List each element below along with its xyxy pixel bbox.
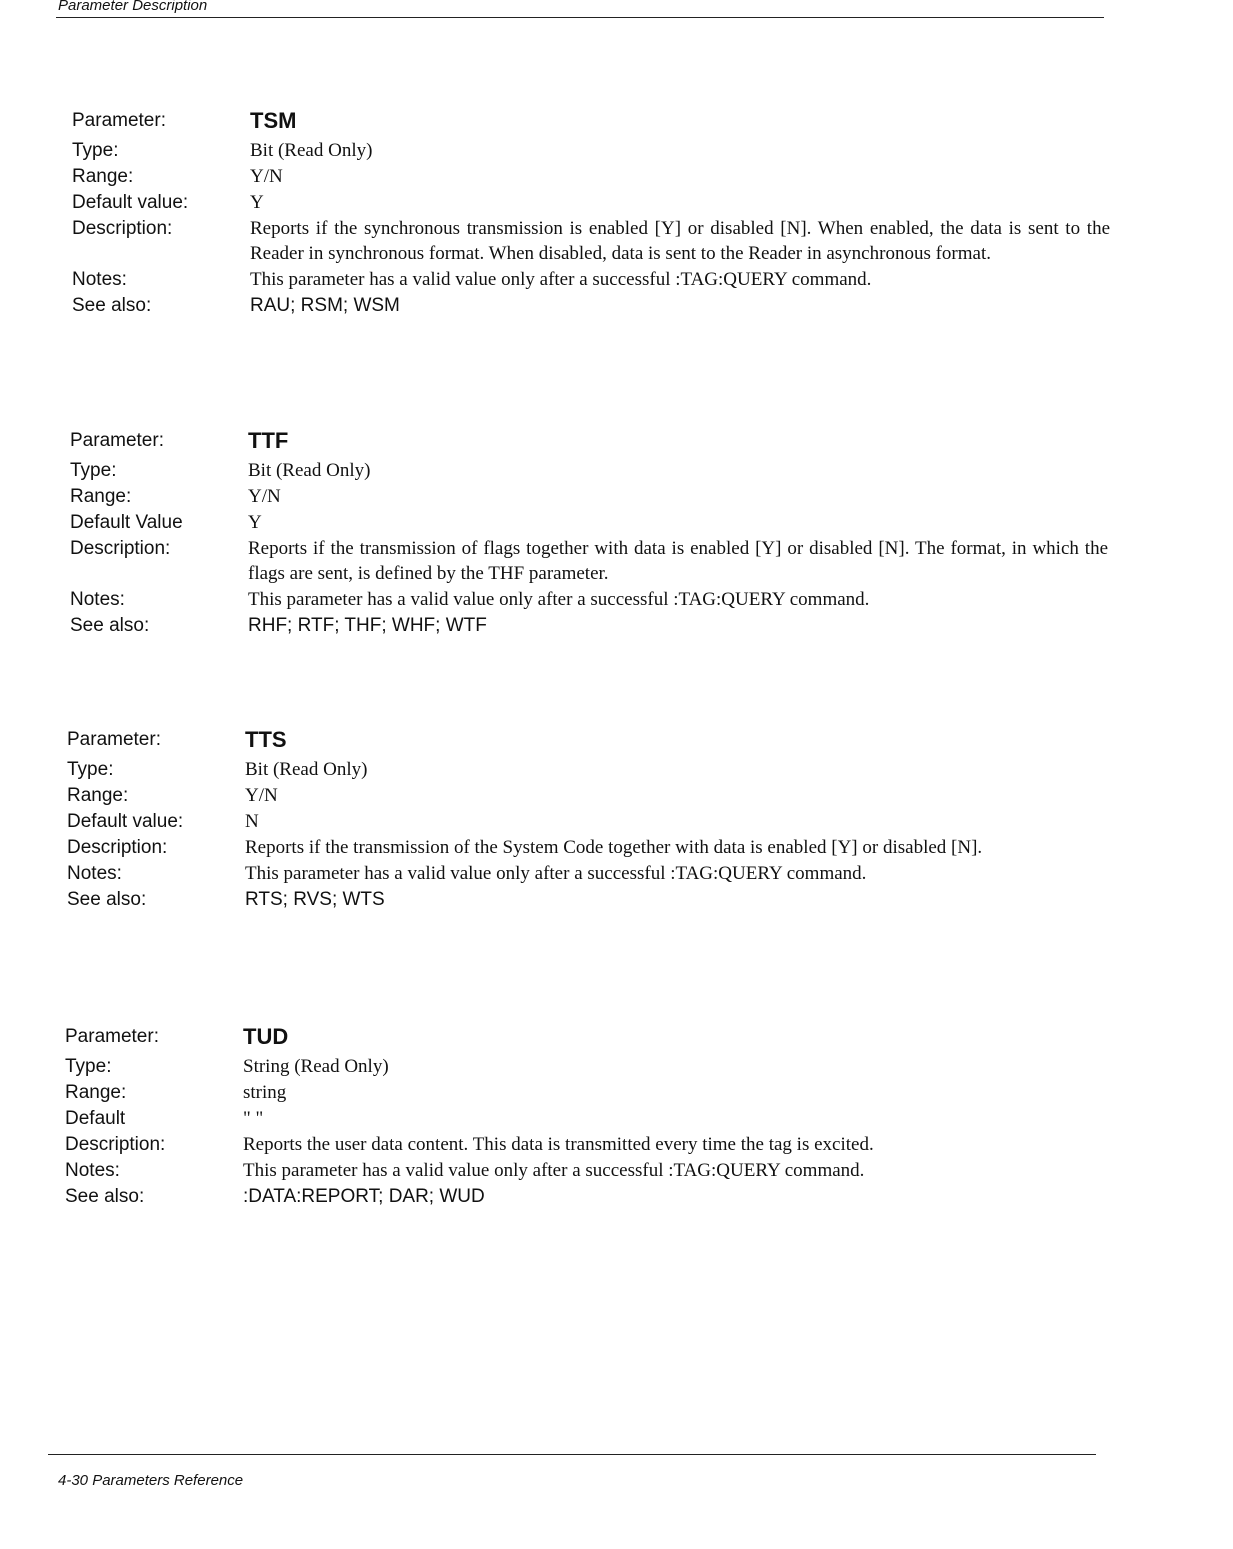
type-value: Bit (Read Only) xyxy=(248,460,371,481)
notes-value: This parameter has a valid value only after a successful :TAG:QUERY command. xyxy=(248,589,870,610)
see-also-label: See also: xyxy=(65,1186,145,1207)
see-also-value: RAU; RSM; WSM xyxy=(250,295,400,316)
notes-row xyxy=(65,1158,945,1184)
notes-value: This parameter has a valid value only after a successful :TAG:QUERY command. xyxy=(245,863,867,884)
type-row xyxy=(67,757,947,783)
description-row xyxy=(72,216,1110,266)
default-label: Default value: xyxy=(67,811,184,832)
parameter-row xyxy=(72,108,952,138)
default-row xyxy=(70,510,950,536)
type-value: Bit (Read Only) xyxy=(245,759,368,780)
see-also-row xyxy=(67,887,947,913)
parameter-entry-tsm xyxy=(72,108,1110,319)
notes-row xyxy=(67,861,947,887)
parameter-row xyxy=(67,727,947,757)
range-row xyxy=(70,484,950,510)
see-also-value: RTS; RVS; WTS xyxy=(245,889,385,910)
footer-page-label: 4-30 Parameters Reference xyxy=(58,1472,244,1489)
parameter-label: Parameter: xyxy=(70,430,164,451)
range-value: Y/N xyxy=(250,166,283,187)
page-header-title: Parameter Description xyxy=(58,0,208,14)
type-label: Type: xyxy=(72,140,119,161)
notes-value: This parameter has a valid value only after a successful :TAG:QUERY command. xyxy=(250,269,872,290)
notes-label: Notes: xyxy=(65,1160,120,1181)
see-also-label: See also: xyxy=(70,615,150,636)
see-also-row xyxy=(65,1184,945,1210)
parameter-entry-tts xyxy=(67,727,983,913)
notes-label: Notes: xyxy=(67,863,122,884)
range-row xyxy=(72,164,952,190)
type-label: Type: xyxy=(65,1056,112,1077)
type-label: Type: xyxy=(70,460,117,481)
see-also-row xyxy=(70,613,950,639)
type-row xyxy=(70,458,950,484)
range-value: Y/N xyxy=(248,486,281,507)
default-value: " " xyxy=(243,1108,264,1129)
type-row xyxy=(65,1054,945,1080)
see-also-label: See also: xyxy=(67,889,147,910)
parameter-name: TSM xyxy=(250,108,297,133)
notes-label: Notes: xyxy=(72,269,127,290)
see-also-value: :DATA:REPORT; DAR; WUD xyxy=(243,1186,485,1207)
default-value: N xyxy=(245,811,259,832)
parameter-entry-ttf xyxy=(70,428,1108,639)
notes-row xyxy=(72,267,952,293)
default-label: Default Value xyxy=(70,512,183,533)
default-row xyxy=(67,809,947,835)
parameter-name: TTF xyxy=(248,428,289,453)
parameter-row xyxy=(70,428,950,458)
range-label: Range: xyxy=(65,1082,127,1103)
type-value: Bit (Read Only) xyxy=(250,140,373,161)
type-row xyxy=(72,138,952,164)
notes-value: This parameter has a valid value only after a successful :TAG:QUERY command. xyxy=(243,1160,865,1181)
default-value: Y xyxy=(248,512,262,533)
description-label: Description: xyxy=(70,538,171,559)
range-row xyxy=(67,783,947,809)
description-row xyxy=(67,835,983,860)
parameter-label: Parameter: xyxy=(72,110,166,131)
range-label: Range: xyxy=(67,785,129,806)
see-also-value: RHF; RTF; THF; WHF; WTF xyxy=(248,615,487,636)
default-label: Default value: xyxy=(72,192,189,213)
footer-rule xyxy=(48,1454,1096,1455)
description-row xyxy=(65,1132,945,1157)
description-value: Reports if the transmission of flags together with data is enabled [Y] or disabled [N]. The format, in which the flags are sent, is defined by the THF parameter. xyxy=(248,538,1108,584)
range-row xyxy=(65,1080,945,1106)
description-label: Description: xyxy=(72,218,173,239)
description-value: Reports if the transmission of the System Code together with data is enabled [Y] or disabled [N]. xyxy=(245,837,983,858)
type-label: Type: xyxy=(67,759,114,780)
range-value: string xyxy=(243,1082,287,1103)
description-value: Reports the user data content. This data is transmitted every time the tag is excited. xyxy=(243,1134,874,1155)
see-also-row xyxy=(72,293,952,319)
parameter-label: Parameter: xyxy=(67,729,161,750)
parameter-name: TTS xyxy=(245,727,287,752)
default-label: Default xyxy=(65,1108,126,1129)
description-label: Description: xyxy=(67,837,168,858)
type-value: String (Read Only) xyxy=(243,1056,389,1077)
default-value: Y xyxy=(250,192,264,213)
parameter-entry-tud xyxy=(65,1024,945,1210)
default-row xyxy=(65,1106,945,1132)
description-row xyxy=(70,536,1108,586)
parameter-name: TUD xyxy=(243,1024,289,1049)
parameter-row xyxy=(65,1024,945,1054)
notes-label: Notes: xyxy=(70,589,125,610)
see-also-label: See also: xyxy=(72,295,152,316)
range-label: Range: xyxy=(72,166,134,187)
range-value: Y/N xyxy=(245,785,278,806)
parameter-label: Parameter: xyxy=(65,1026,159,1047)
description-value: Reports if the synchronous transmission is enabled [Y] or disabled [N]. When enabled, the data is sent to the Reader in synchronous format. When disabled, data is sent to the Reader in asynchronous format. xyxy=(250,218,1110,264)
description-label: Description: xyxy=(65,1134,166,1155)
header-rule xyxy=(56,17,1104,18)
notes-row xyxy=(70,587,950,613)
default-row xyxy=(72,190,952,216)
range-label: Range: xyxy=(70,486,132,507)
